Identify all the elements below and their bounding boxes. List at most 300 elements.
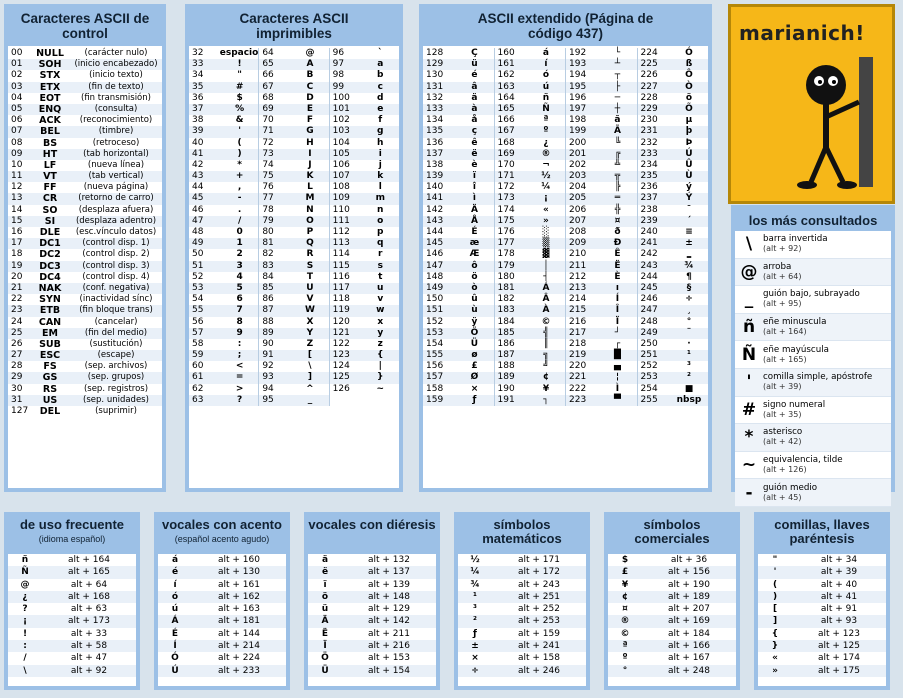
code-number: 77: [262, 193, 274, 204]
code-symbol: BS: [42, 137, 58, 149]
code-number: 139: [426, 171, 444, 182]
code-char: f: [378, 115, 383, 126]
printable-row: [259, 283, 328, 294]
extended-row: [423, 384, 494, 395]
code-number: 146: [426, 249, 444, 260]
printable-row: [189, 126, 258, 137]
code-number: 126: [332, 383, 350, 394]
control-row: [8, 372, 162, 383]
code-number: 160: [497, 48, 515, 58]
code-char: nbsp: [676, 394, 702, 405]
printable-row: [259, 350, 328, 361]
bottom-row: [8, 579, 136, 591]
code-char: E: [306, 103, 314, 114]
extended-row: [495, 317, 566, 328]
code-number: 188: [497, 361, 515, 372]
bottom-char: Ú: [171, 665, 179, 676]
bottom-panel: [754, 512, 890, 690]
code-char: ë: [471, 148, 478, 159]
code-symbol: US: [42, 394, 58, 406]
extended-row: [638, 361, 709, 372]
extended-row: [423, 104, 494, 115]
extended-row: [495, 149, 566, 160]
extended-row: [423, 160, 494, 171]
control-row: [8, 238, 162, 249]
code-number: 130: [426, 70, 444, 81]
code-number: 20: [11, 271, 23, 282]
bottom-row: [758, 665, 886, 677]
item-alt-code: (alt + 164): [763, 327, 807, 337]
printable-row: [189, 283, 258, 294]
printable-row: [189, 249, 258, 260]
extended-row: [566, 59, 637, 70]
code-number: 166: [497, 115, 515, 126]
code-char: o: [377, 215, 384, 226]
code-number: 53: [192, 282, 204, 293]
extended-row: [638, 59, 709, 70]
code-number: 120: [332, 316, 350, 327]
extended-row: [638, 305, 709, 316]
bottom-panel-title: [8, 516, 136, 554]
extended-row: [495, 372, 566, 383]
printable-row: [330, 272, 399, 283]
code-char: Õ: [685, 103, 693, 114]
code-char: 7: [236, 305, 243, 316]
bottom-char: $: [621, 555, 629, 565]
bottom-row: [458, 554, 586, 566]
code-number: 245: [640, 282, 658, 293]
printable-row: [330, 182, 399, 193]
code-number: 60: [192, 361, 204, 372]
bottom-row: [608, 640, 736, 652]
item-glyph: ': [746, 372, 752, 393]
extended-row: [566, 93, 637, 104]
extended-row: [566, 70, 637, 81]
code-number: 243: [640, 260, 658, 271]
bottom-row: [608, 652, 736, 664]
code-char: k: [377, 171, 384, 182]
code-number: 09: [11, 148, 23, 159]
extended-row: [566, 205, 637, 216]
printable-row: [330, 149, 399, 160]
bottom-char: /: [23, 653, 27, 664]
extended-row: [638, 182, 709, 193]
code-char: ¶: [686, 271, 692, 282]
extended-row: [495, 70, 566, 81]
code-number: 43: [192, 171, 204, 182]
bottom-panel-heading: comillas, llaves paréntesis: [774, 517, 870, 546]
code-description: (inactividad sínc): [79, 294, 153, 305]
printable-row: [189, 216, 258, 227]
item-alt-code: (alt + 42): [763, 437, 802, 447]
extended-row: [638, 205, 709, 216]
code-char: ╚: [614, 137, 621, 148]
bottom-alt-code: alt + 139: [368, 579, 410, 590]
bottom-row: [758, 579, 886, 591]
code-char: ╦: [614, 171, 621, 182]
code-symbol: ENQ: [38, 103, 62, 115]
bottom-panel-title: [758, 516, 886, 554]
bottom-alt-code: alt + 39: [820, 567, 858, 578]
bottom-alt-code: alt + 171: [518, 555, 560, 565]
code-char: ─: [614, 92, 621, 103]
bottom-char: É: [171, 628, 179, 639]
code-number: 216: [569, 316, 587, 327]
printable-row: [259, 272, 328, 283]
bottom-panel: [604, 512, 740, 690]
code-symbol: GS: [42, 372, 58, 384]
code-number: 183: [497, 305, 515, 316]
printable-row: [189, 384, 258, 395]
code-number: 73: [262, 148, 274, 159]
code-char: J: [308, 159, 312, 170]
bottom-panel-subtitle: (español acento agudo): [174, 534, 270, 544]
extended-row: [495, 249, 566, 260]
code-char: ×: [470, 383, 479, 394]
code-number: 212: [569, 271, 587, 282]
extended-row: [495, 227, 566, 238]
control-row: [8, 104, 162, 115]
bottom-char: Í: [173, 641, 177, 652]
code-char: É: [471, 227, 478, 237]
code-number: 177: [497, 238, 515, 249]
bottom-alt-code: alt + 172: [518, 567, 560, 578]
bottom-char: ³: [473, 604, 477, 615]
code-number: 190: [497, 383, 515, 394]
bottom-panel-title: [158, 516, 286, 554]
code-char: ~: [376, 383, 385, 394]
code-char: µ: [685, 115, 693, 126]
bottom-row: [8, 640, 136, 652]
bottom-row: [608, 603, 736, 615]
code-number: 137: [426, 148, 444, 159]
code-description: (reconocimiento): [79, 115, 153, 126]
code-char: ô: [471, 260, 478, 271]
code-number: 24: [11, 316, 23, 327]
code-char: Î: [615, 305, 620, 316]
bottom-char: º: [622, 653, 628, 664]
printable-row: [189, 182, 258, 193]
code-number: 214: [569, 294, 587, 305]
bottom-alt-code: alt + 153: [368, 653, 410, 664]
code-number: 21: [11, 282, 23, 293]
bottom-panel-title: [458, 516, 586, 554]
code-char: \: [308, 361, 312, 372]
bottom-row: [158, 603, 286, 615]
code-number: 159: [426, 394, 444, 405]
extended-row: [638, 328, 709, 339]
code-number: 203: [569, 171, 587, 182]
extended-row: [423, 249, 494, 260]
code-number: 55: [192, 305, 204, 316]
printable-row: [259, 48, 328, 59]
code-number: 150: [426, 294, 444, 305]
code-symbol: DC4: [39, 271, 61, 283]
code-description: (sep. archivos): [84, 361, 148, 372]
bottom-char: ²: [473, 616, 477, 627]
extended-row: [638, 227, 709, 238]
bottom-char: ¼: [470, 567, 480, 578]
code-number: 220: [569, 361, 587, 372]
code-number: 107: [332, 171, 350, 182]
code-number: 135: [426, 126, 444, 137]
printable-row: [259, 160, 328, 171]
code-char: ║: [543, 338, 549, 349]
bottom-row: [608, 579, 736, 591]
bottom-panel-title: [608, 516, 736, 554]
code-number: 215: [569, 305, 587, 316]
code-number: 63: [192, 394, 204, 405]
code-char: û: [471, 294, 478, 305]
bottom-alt-code: alt + 165: [68, 567, 110, 578]
bottom-char: Ó: [171, 653, 179, 664]
bottom-row: [758, 554, 886, 566]
code-number: 74: [262, 159, 274, 170]
code-number: 237: [640, 193, 658, 204]
extended-row: [495, 294, 566, 305]
printable-row: [259, 395, 328, 406]
extended-row: [566, 283, 637, 294]
code-char: Û: [685, 159, 693, 170]
code-char: Ó: [685, 48, 693, 58]
code-number: 67: [262, 81, 274, 92]
printable-row: [259, 82, 328, 93]
code-number: 45: [192, 193, 204, 204]
extended-row: [566, 104, 637, 115]
item-text: [763, 483, 817, 503]
code-symbol: NAK: [38, 282, 62, 294]
bottom-row: [758, 640, 886, 652]
code-symbol: HT: [42, 148, 58, 160]
code-number: 201: [569, 148, 587, 159]
control-row: [8, 361, 162, 372]
code-char: Ý: [685, 193, 693, 204]
extended-row: [638, 70, 709, 81]
code-char: [: [307, 350, 312, 361]
code-char: ´: [686, 215, 692, 226]
printable-row: [330, 372, 399, 383]
bottom-row: [458, 579, 586, 591]
code-number: 197: [569, 103, 587, 114]
control-rows: [8, 46, 162, 417]
extended-row: [638, 48, 709, 59]
control-row: [8, 328, 162, 339]
control-row: [8, 216, 162, 227]
code-char: 0: [236, 227, 243, 237]
code-number: 44: [192, 182, 204, 193]
code-number: 140: [426, 182, 444, 193]
printable-row: [330, 384, 399, 395]
code-number: 17: [11, 238, 23, 249]
code-char: $: [236, 92, 243, 103]
code-char: ▄: [614, 361, 621, 372]
code-char: ╠: [614, 182, 621, 193]
printable-row: [259, 339, 328, 350]
printable-row: [189, 149, 258, 160]
printable-row: [189, 115, 258, 126]
code-symbol: CR: [42, 193, 58, 205]
printable-row: [330, 305, 399, 316]
bottom-alt-code: alt + 123: [818, 628, 860, 639]
control-row: [8, 70, 162, 81]
code-number: 181: [497, 282, 515, 293]
extended-row: [423, 261, 494, 272]
code-symbol: DEL: [39, 406, 61, 417]
item-alt-code: (alt + 95): [763, 299, 802, 309]
code-number: 230: [640, 115, 658, 126]
code-number: 111: [332, 215, 350, 226]
bottom-alt-code: alt + 167: [668, 653, 710, 664]
code-char: Ì: [615, 383, 620, 394]
code-number: 194: [569, 70, 587, 81]
printable-cols: [189, 46, 399, 406]
code-number: 14: [11, 204, 23, 215]
control-row: [8, 261, 162, 272]
extended-row: [638, 93, 709, 104]
code-number: 35: [192, 81, 204, 92]
bottom-char: ñ: [21, 555, 29, 565]
code-symbol: DC3: [39, 260, 61, 272]
printable-row: [189, 104, 258, 115]
code-char: Ð: [613, 238, 622, 249]
extended-column: [423, 48, 494, 406]
code-number: 01: [11, 59, 23, 70]
code-description: (control disp. 2): [82, 249, 150, 260]
code-char: ;: [237, 350, 242, 361]
extended-row: [495, 59, 566, 70]
bottom-char: ª: [622, 641, 628, 652]
code-number: 18: [11, 249, 23, 260]
code-char: Í: [615, 294, 620, 305]
bottom-char: é: [171, 567, 179, 578]
code-number: 195: [569, 81, 587, 92]
code-char: À: [542, 305, 550, 316]
extended-row: [495, 205, 566, 216]
code-char: j: [378, 159, 382, 170]
code-description: (nueva página): [83, 182, 149, 193]
code-char: ð: [614, 227, 621, 237]
bottom-row: [308, 665, 436, 677]
bottom-char: ½: [470, 555, 480, 565]
bottom-alt-code: alt + 241: [518, 641, 560, 652]
printable-row: [189, 328, 258, 339]
bottom-row: [158, 554, 286, 566]
bottom-char: ü: [321, 604, 329, 615]
bottom-panel-rows: [458, 554, 586, 677]
code-number: 51: [192, 260, 204, 271]
code-char: D: [306, 92, 314, 103]
control-row: [8, 283, 162, 294]
code-char: Ç: [471, 48, 478, 58]
code-char: Ô: [685, 70, 693, 81]
code-char: 1: [236, 238, 243, 249]
printable-row: [259, 126, 328, 137]
extended-row: [423, 317, 494, 328]
bottom-alt-code: alt + 130: [218, 567, 260, 578]
printable-row: [259, 138, 328, 149]
code-description: (conf. negativa): [82, 282, 150, 293]
bottom-alt-code: alt + 173: [68, 616, 110, 627]
code-char: e: [377, 103, 384, 114]
most-consulted-item: [735, 314, 891, 342]
code-number: 48: [192, 227, 204, 237]
code-number: 239: [640, 215, 658, 226]
code-number: 196: [569, 92, 587, 103]
extended-row: [638, 350, 709, 361]
item-alt-code: (alt + 92): [763, 244, 802, 254]
code-char: é: [471, 70, 478, 81]
extended-row: [423, 182, 494, 193]
code-number: 242: [640, 249, 658, 260]
code-number: 66: [262, 70, 274, 81]
code-char: á: [542, 48, 549, 58]
code-number: 226: [640, 70, 658, 81]
code-description: (fin bloque trans): [79, 305, 153, 316]
printable-row: [189, 48, 258, 59]
printable-row: [330, 261, 399, 272]
code-symbol: DLE: [39, 227, 61, 238]
code-char: v: [377, 294, 384, 305]
printable-row: [189, 227, 258, 238]
code-char: ï: [472, 171, 476, 182]
code-number: 71: [262, 126, 274, 137]
code-char: espacio: [219, 48, 259, 58]
bottom-char: °: [622, 665, 628, 676]
printable-row: [259, 59, 328, 70]
bottom-alt-code: alt + 33: [70, 628, 108, 639]
code-number: 207: [569, 215, 587, 226]
bottom-panel-heading: símbolos comerciales: [634, 517, 710, 546]
code-char: 2: [236, 249, 243, 260]
extended-row: [495, 339, 566, 350]
bottom-row: [8, 615, 136, 627]
item-glyph: @: [740, 261, 758, 282]
bottom-alt-code: alt + 156: [668, 567, 710, 578]
code-char: ¼: [541, 182, 551, 193]
code-description: (timbre): [98, 126, 134, 137]
code-description: (consulta): [94, 103, 138, 114]
code-char: ┴: [614, 59, 621, 70]
code-number: 15: [11, 215, 23, 226]
code-number: 82: [262, 249, 274, 260]
extended-row: [423, 126, 494, 137]
bottom-char: {: [771, 628, 779, 639]
printable-column: [329, 48, 399, 406]
bottom-panel-rows: [608, 554, 736, 677]
code-number: 165: [497, 103, 515, 114]
code-char: ò: [471, 282, 478, 293]
code-char: 9: [236, 327, 243, 338]
code-number: 56: [192, 316, 204, 327]
bottom-alt-code: alt + 175: [818, 665, 860, 676]
extended-row: [566, 249, 637, 260]
code-description: (sep. unidades): [83, 394, 149, 405]
bottom-row: [608, 628, 736, 640]
control-row: [8, 384, 162, 395]
bottom-char: ®: [620, 616, 630, 627]
item-glyph: *: [744, 427, 754, 448]
printable-row: [189, 361, 258, 372]
code-char: Á: [542, 282, 550, 293]
code-char: þ: [685, 126, 693, 137]
item-label: arroba: [763, 261, 792, 272]
code-number: 30: [11, 383, 23, 394]
most-consulted-item: [735, 424, 891, 452]
bottom-row: [608, 665, 736, 677]
code-description: (cancelar): [94, 316, 138, 327]
code-number: 49: [192, 238, 204, 249]
code-number: 83: [262, 260, 274, 271]
